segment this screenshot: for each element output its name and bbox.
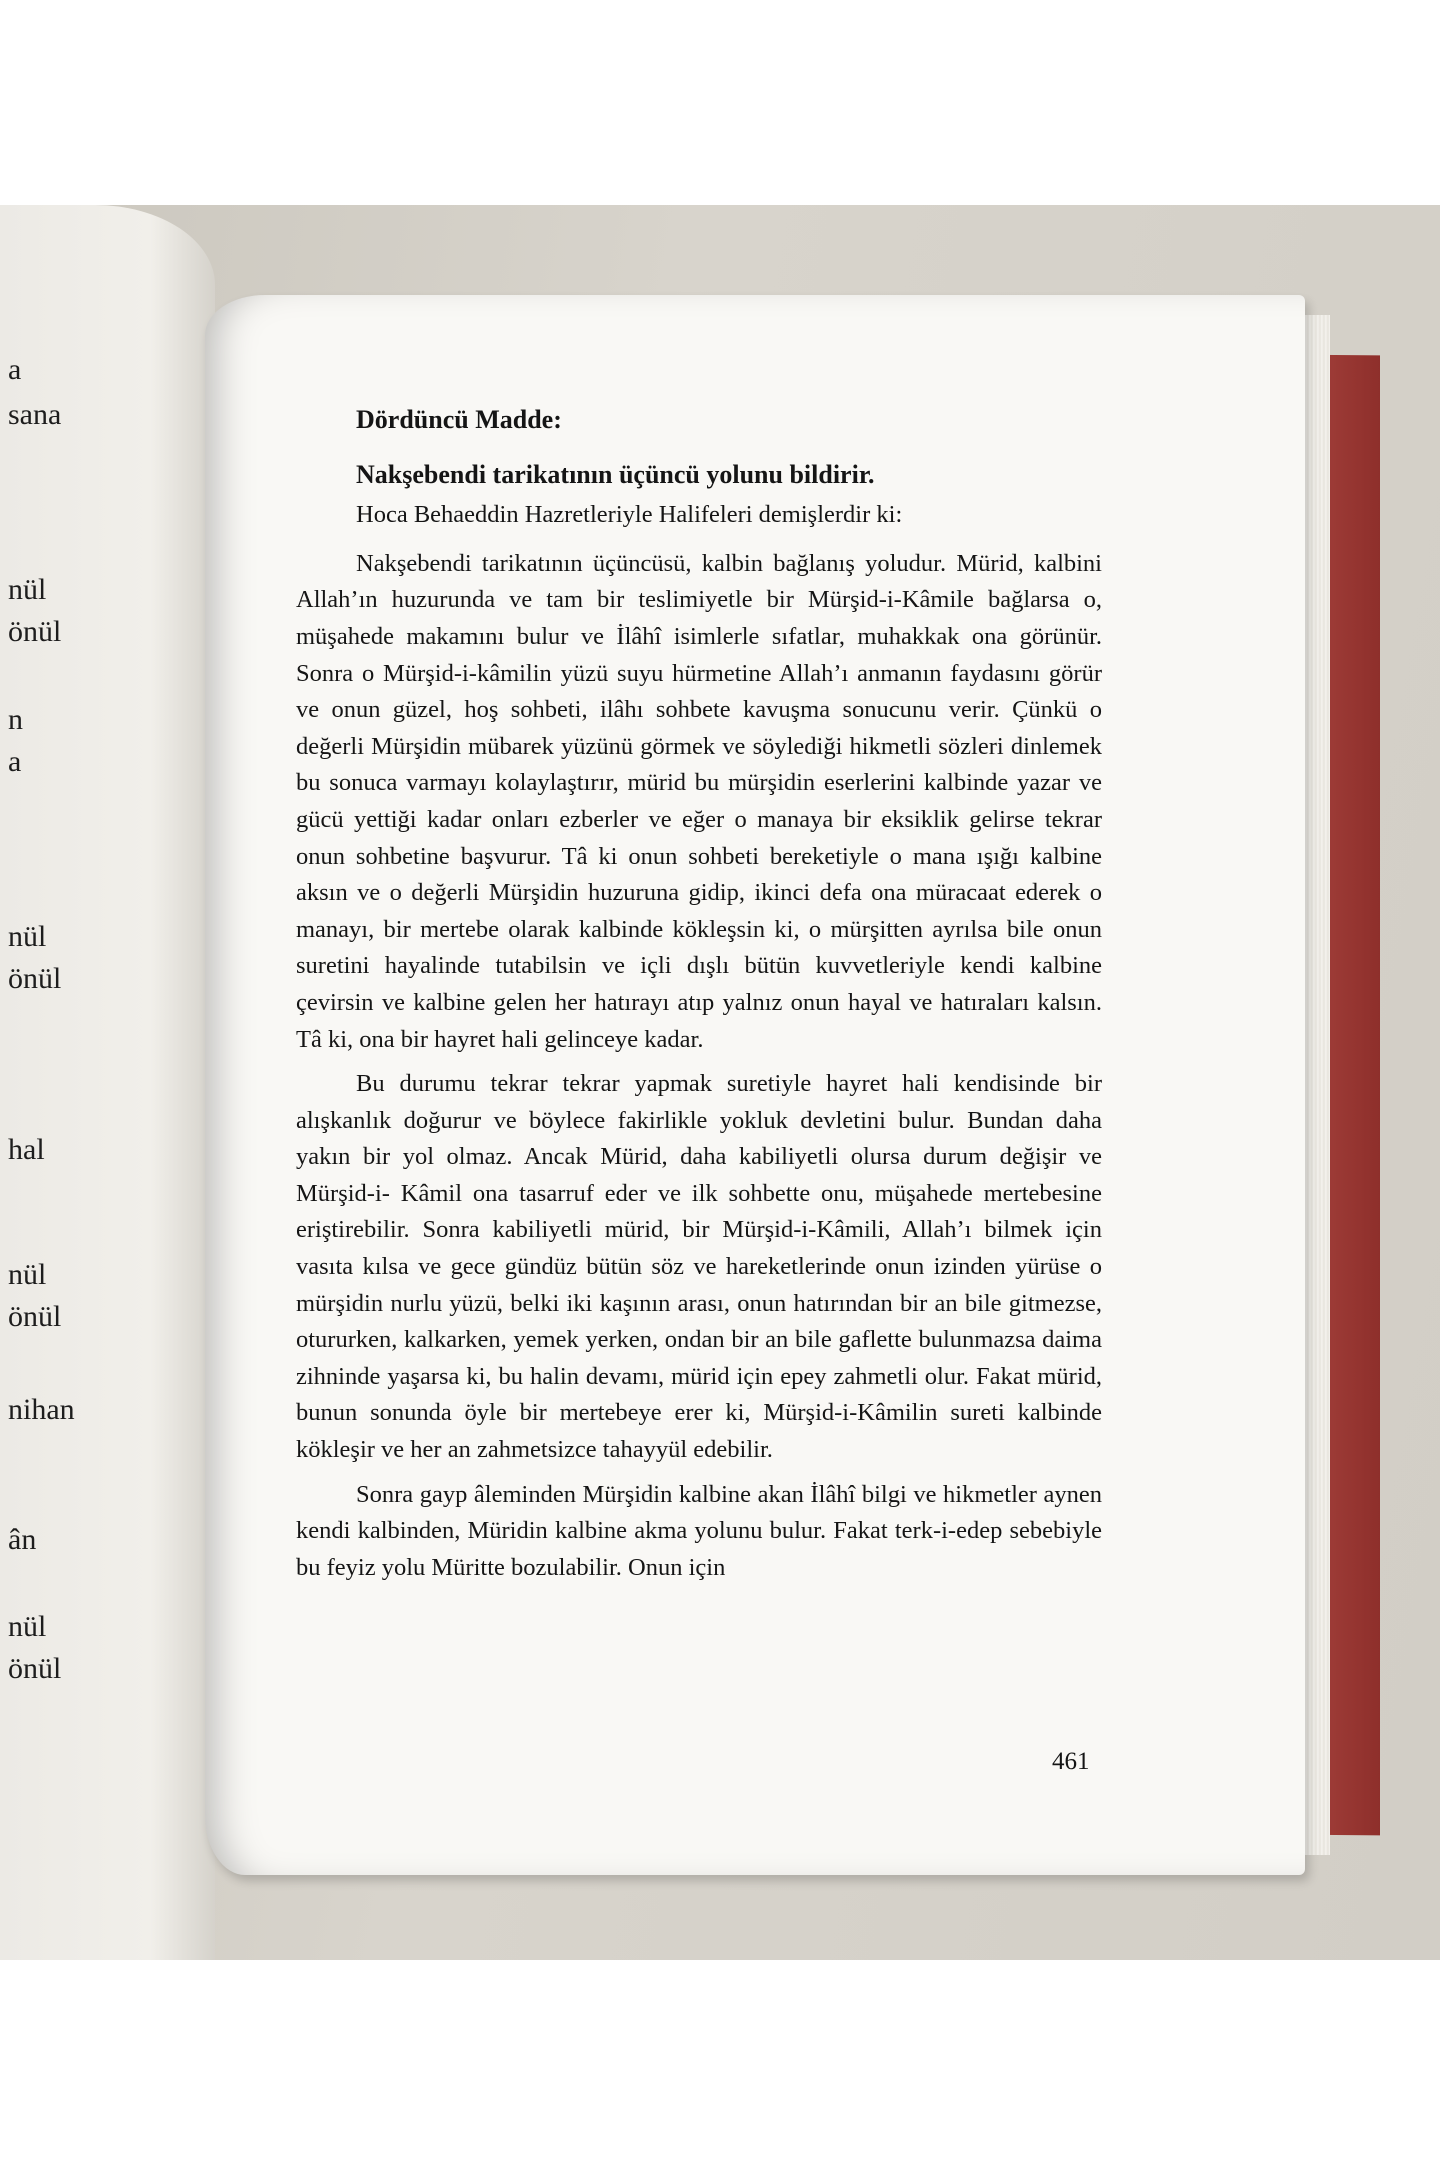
intro-line: Hoca Behaeddin Hazretleriyle Halifeleri demişlerdir ki: bbox=[356, 501, 903, 529]
left-page bbox=[0, 205, 215, 1960]
page-number: 461 bbox=[1052, 1748, 1090, 1775]
left-page-fragment: nihan bbox=[8, 1393, 75, 1426]
left-page-fragment: n bbox=[8, 703, 23, 736]
left-page-fragment: a bbox=[8, 353, 22, 386]
left-page-fragment: ân bbox=[8, 1523, 37, 1556]
left-page-fragment: a bbox=[8, 745, 22, 778]
left-page-fragment: önül bbox=[8, 615, 62, 648]
left-page-fragment: nül bbox=[8, 920, 47, 953]
section-heading: Dördüncü Madde: bbox=[356, 405, 562, 434]
paragraph: Bu durumu tekrar tekrar yapmak suretiyle hayret hali kendisinde bir alışkanlık doğurur ve böylece fakirlikle yokluk devletini bulur. Bundan daha yakın bir yol olmaz. Ancak Mürid, daha kabiliyetli olursa durum değişir ve Mürşid-i- Kâmil ona tasarruf eder ve ilk sohbette onu, müşahede mertebesine eriştirebilir. Sonra kabiliyetli mürid, bir Mürşid-i-Kâmili, Allah’ı bilmek için vasıta kılsa ve gece gündüz bütün söz ve hareketlerinde onun izinden yürüse o mürşidin nurlu yüzü, belki iki kaşının arası, onun hatırından bir an bile gitmezse, otururken, kalkarken, yemek yerken, ondan bir an bile gaflette bulunmazsa daima zihninde yaşarsa ki, bu halin devamı, mürid için epey zahmetli olur. Fakat mürid, bunun sonunda öyle bir mertebeye erer ki, Mürşid-i-Kâmilin sureti kalbinde kökleşir ve her an zahmetsizce tahayyül edebilir. bbox=[296, 1070, 1102, 1464]
paragraph: Sonra gayp âleminden Mürşidin kalbine akan İlâhî bilgi ve hikmetler aynen kendi kalbinden, Müridin kalbine akma yolunu bulur. Fakat terk-i-edep sebebiyle bu feyiz yolu Müritte bozulabilir. Onun için bbox=[296, 1480, 1102, 1581]
left-page-fragment: sana bbox=[8, 398, 62, 431]
left-page-fragment: önül bbox=[8, 1300, 62, 1333]
left-page-fragment: önül bbox=[8, 962, 62, 995]
page-text bbox=[296, 402, 1102, 1594]
left-page-fragment: önül bbox=[8, 1652, 62, 1685]
left-page-fragment: nül bbox=[8, 573, 47, 606]
paragraph: Nakşebendi tarikatının üçüncüsü, kalbin bağlanış yoludur. Mürid, kalbini Allah’ın huzurunda ve tam bir teslimiyetle bir Mürşid-i-Kâmile bağlarsa o, müşahede makamını bulur ve İlâhî isimlerle sıfatlar, muhakkak ona görünür. Sonra o Mürşid-i-kâmilin yüzü suyu hürmetine Allah’ı anmanın faydasını görür ve onun güzel, hoş sohbeti, ilâhı sohbete kavuşma sonucunu verir. Çünkü o değerli Mürşidin mübarek yüzünü görmek ve söylediği hikmetli sözleri dinlemek bu sonuca varmayı kolaylaştırır, mürid bu mürşidin eserlerini kalbinde yazar ve gücü yettiği kadar onları ezberler ve eğer o manaya bir eksiklik gelirse tekrar onun sohbetine başvurur. Tâ ki onun sohbeti bereketiyle o mana ışığı kalbine aksın ve o değerli Mürşidin huzuruna gidip, ikinci defa ona müracaat ederek o manayı, bir mertebe olarak kalbinde kökleşsin ki, o mürşitten ayrılsa bile onun suretini hayalinde tutabilsin ve içli dışlı bütün kuvvetleriyle kendi kalbine çevirsin ve kalbine gelen her hatırayı atıp yalnız onun hayal ve hatıraları kalsın. Tâ ki, ona bir hayret hali gelinceye kadar. bbox=[296, 549, 1102, 1053]
section-subheading: Nakşebendi tarikatının üçüncü yolunu bildirir. bbox=[356, 459, 875, 489]
left-page-fragment: nül bbox=[8, 1258, 47, 1291]
left-page-fragment: hal bbox=[8, 1133, 45, 1166]
left-page-fragment: nül bbox=[8, 1610, 47, 1643]
